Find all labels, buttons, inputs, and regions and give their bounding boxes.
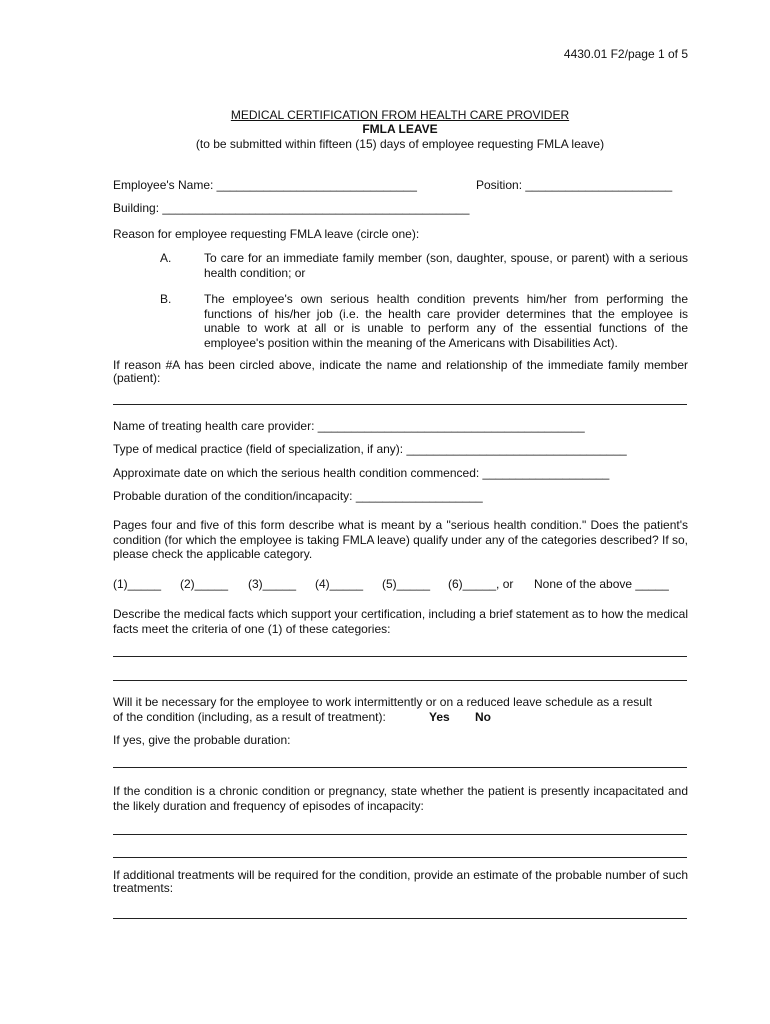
additional-treatments-line[interactable] [113, 918, 687, 919]
option-a-text: To care for an immediate family member (son, daughter, spouse, or parent) with a serious health condition; or [204, 251, 688, 280]
chronic-answer-line-1[interactable] [113, 834, 687, 835]
form-subtitle: FMLA LEAVE [362, 122, 438, 136]
probable-duration-field[interactable]: Probable duration of the condition/incapacity: ___________________ [113, 489, 483, 503]
intermittent-duration-line[interactable] [113, 767, 687, 768]
categories-intro: Pages four and five of this form describe what is meant by a "serious health condition." Does the patient's condition (for which the employee is taking FMLA leave) qualify under any of the categories described? If so, please check the applicable category. [113, 518, 688, 561]
reason-a-note: If reason #A has been circled above, indicate the name and relationship of the immediate family member (patient): [113, 358, 688, 385]
patient-answer-line[interactable] [113, 404, 687, 405]
building-field[interactable]: Building: ______________________________________________ [113, 201, 470, 215]
chronic-condition-prompt: If the condition is a chronic condition or pregnancy, state whether the patient is presently incapacitated and the likely duration and frequency of episodes of incapacity: [113, 784, 688, 813]
treating-provider-field[interactable]: Name of treating health care provider: ________________________________________ [113, 419, 585, 433]
date-commenced-field[interactable]: Approximate date on which the serious health condition commenced: ___________________ [113, 466, 610, 480]
option-b-text: The employee's own serious health condition prevents him/her from performing the functions of his/her job (i.e. the health care provider determines that the employee is unable to work at all or is unable to perform any of the essential functions of the employee's position within the meaning of the Americans with Disabilities Act). [204, 292, 688, 350]
chronic-answer-line-2[interactable] [113, 857, 687, 858]
category-6-checkbox[interactable]: (6)_____, or [448, 577, 514, 591]
category-5-checkbox[interactable]: (5)_____ [382, 577, 431, 591]
option-b-letter[interactable]: B. [160, 292, 172, 306]
medical-facts-line-1[interactable] [113, 656, 687, 657]
reason-prompt: Reason for employee requesting FMLA leave (circle one): [113, 227, 420, 241]
form-submission-note: (to be submitted within fifteen (15) days of employee requesting FMLA leave) [195, 137, 605, 151]
medical-facts-prompt: Describe the medical facts which support your certification, including a brief statement as to how the medical facts meet the criteria of one (1) of these categories: [113, 607, 688, 636]
category-2-checkbox[interactable]: (2)_____ [180, 577, 229, 591]
form-title: MEDICAL CERTIFICATION FROM HEALTH CARE PROVIDER [230, 108, 570, 122]
additional-treatments-prompt: If additional treatments will be required for the condition, provide an estimate of the probable number of such treatments: [113, 868, 688, 895]
category-none-checkbox[interactable]: None of the above _____ [534, 577, 669, 591]
intermittent-question-line-2: of the condition (including, as a result of treatment): [113, 710, 386, 724]
category-4-checkbox[interactable]: (4)_____ [315, 577, 364, 591]
intermittent-duration-prompt: If yes, give the probable duration: [113, 733, 291, 747]
medical-facts-line-2[interactable] [113, 680, 687, 681]
page-reference: 4430.01 F2/page 1 of 5 [563, 47, 688, 61]
practice-type-field[interactable]: Type of medical practice (field of specialization, if any): _________________________________ [113, 442, 627, 456]
intermittent-yes-option[interactable]: Yes [429, 710, 450, 724]
category-3-checkbox[interactable]: (3)_____ [248, 577, 297, 591]
employee-name-field[interactable]: Employee's Name: ______________________________ [113, 178, 417, 192]
intermittent-no-option[interactable]: No [475, 710, 491, 724]
intermittent-question-line-1: Will it be necessary for the employee to work intermittently or on a reduced leave schedule as a result [113, 695, 652, 709]
position-field[interactable]: Position: ______________________ [476, 178, 673, 192]
option-a-letter[interactable]: A. [160, 251, 172, 265]
category-1-checkbox[interactable]: (1)_____ [113, 577, 162, 591]
